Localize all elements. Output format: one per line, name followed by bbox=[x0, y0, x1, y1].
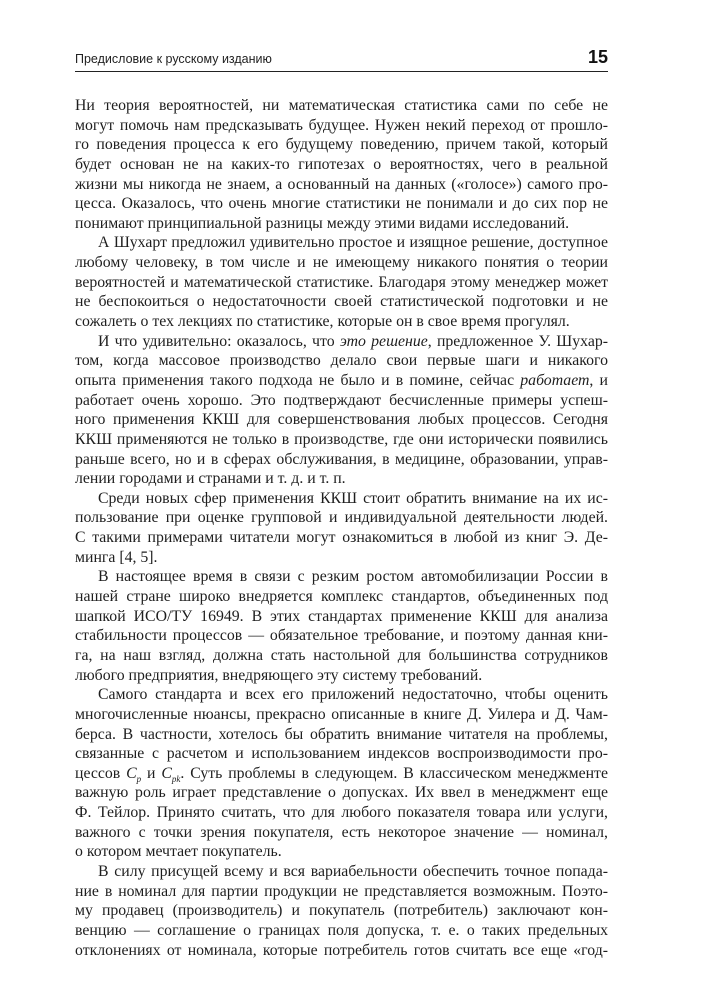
running-header bbox=[75, 45, 608, 72]
text-span: о котором мечтает покупатель. bbox=[75, 843, 282, 861]
text-span: И что удивительно: оказалось, что bbox=[98, 332, 340, 350]
text-span: важную роль играет представление о допусках. Их ввел в менеджмент еще bbox=[75, 784, 608, 802]
text-span: могут помочь нам предсказывать будущее. Нужен некий переход от прошло- bbox=[75, 116, 608, 134]
text-span: . Суть проблемы в следующем. В классическом менеджменте bbox=[180, 764, 608, 782]
text-span: венцию — соглашение о границах поля допуска, т. е. о таких предельных bbox=[75, 921, 608, 939]
text-span: шапкой ИСО/ТУ 16949. В этих стандартах применение ККШ для анализа bbox=[75, 607, 608, 625]
paragraph bbox=[75, 96, 608, 233]
text-line bbox=[75, 155, 608, 175]
text-line bbox=[75, 312, 608, 332]
text-line bbox=[75, 725, 608, 745]
text-line bbox=[75, 430, 608, 450]
text-line bbox=[75, 410, 608, 430]
text-span: том, когда массовое производство делало свои первые шаги и никакого bbox=[75, 352, 608, 370]
text-span: стабильности процессов — обязательное требование, и поэтому данная кни- bbox=[75, 627, 608, 645]
text-span: отклонениях от номинала, которые потребитель готов считать все еще «год- bbox=[75, 941, 608, 959]
text-line bbox=[75, 391, 608, 411]
text-span: го поведения процесса к его будущему поведению, причем такой, который bbox=[75, 136, 608, 154]
text-line bbox=[75, 803, 608, 823]
text-span: минга [4, 5]. bbox=[75, 548, 158, 566]
text-line bbox=[75, 607, 608, 627]
text-line bbox=[75, 489, 608, 509]
text-line bbox=[75, 450, 608, 470]
text-line bbox=[75, 214, 608, 234]
text-span: любого предприятия, внедряющего эту систему требований. bbox=[75, 666, 483, 684]
text-span: будет основан не на каких-то гипотезах о вероятностях, чего в реальной bbox=[75, 155, 608, 173]
text-span: Самого стандарта и всех его приложений недостаточно, чтобы оценить bbox=[98, 686, 608, 704]
text-line bbox=[75, 862, 608, 882]
paragraph bbox=[75, 685, 608, 862]
text-span: В силу присущей всему и вся вариабельности обеспечить точное попада- bbox=[98, 862, 608, 880]
paragraph bbox=[75, 567, 608, 685]
text-line bbox=[75, 941, 608, 961]
text-line bbox=[75, 548, 608, 568]
text-span: связанные с расчетом и использованием индексов воспроизводимости про- bbox=[75, 745, 608, 763]
text-span: важного с точки зрения покупателя, есть некоторое значение — номинал, bbox=[75, 823, 608, 841]
paragraph bbox=[75, 862, 608, 960]
text-line bbox=[75, 842, 608, 862]
text-line bbox=[75, 528, 608, 548]
text-span: ного применения ККШ для совершенствования любых процессов. Сегодня bbox=[75, 411, 608, 429]
text-line bbox=[75, 823, 608, 843]
text-line bbox=[75, 175, 608, 195]
text-line bbox=[75, 587, 608, 607]
text-line bbox=[75, 685, 608, 705]
text-line bbox=[75, 921, 608, 941]
text-line bbox=[75, 626, 608, 646]
text-line bbox=[75, 646, 608, 666]
text-span: опыта применения такого подхода не было и в помине, сейчас bbox=[75, 371, 521, 389]
text-line bbox=[75, 96, 608, 116]
text-span: любому человеку, в том числе и не имеющему никакого понятия о теории bbox=[75, 254, 608, 272]
text-span: цесса. Оказалось, что очень многие статистики не понимали и до сих пор не bbox=[75, 195, 608, 213]
running-title: Предисловие к русскому изданию bbox=[75, 52, 272, 66]
text-span: не беспокоиться о недостаточности своей статистической подготовки и не bbox=[75, 293, 608, 311]
text-line bbox=[75, 567, 608, 587]
text-line bbox=[75, 666, 608, 686]
text-line bbox=[75, 351, 608, 371]
text-span: вероятностей и математической статистике. Благодаря этому менеджер может bbox=[75, 273, 608, 291]
text-span: , предложенное У. Шухар- bbox=[427, 332, 608, 350]
text-span: сожалеть о тех лекциях по статистике, которые он в свое время прогулял. bbox=[75, 313, 570, 331]
text-span: лении городами и странами и т. д. и т. п. bbox=[75, 470, 346, 488]
text-span: жизни мы никогда не знаем, а основанный на данных («голосе») самого про- bbox=[75, 175, 608, 193]
text-line bbox=[75, 194, 608, 214]
italic-text: $C_p$ bbox=[126, 764, 142, 784]
text-span: Ф. Тейлор. Принято считать, что для любого показателя товара или услуги, bbox=[75, 804, 608, 822]
text-line bbox=[75, 882, 608, 902]
text-span: Среди новых сфер применения ККШ стоит обратить внимание на их ис- bbox=[98, 489, 608, 507]
text-span: С такими примерами читатели могут ознакомиться в любой из книг Э. Де- bbox=[75, 529, 608, 547]
text-span: му продавец (производитель) и покупатель (потребитель) заключают кон- bbox=[75, 902, 608, 920]
text-span: ние в номинал для партии продукции не представляется возможным. Поэто- bbox=[75, 882, 608, 900]
text-span: и bbox=[141, 764, 162, 782]
paragraph bbox=[75, 332, 608, 489]
text-span: понимают принципиальной разницы между этими видами исследований. bbox=[75, 214, 570, 232]
italic-text: это решение bbox=[339, 332, 428, 350]
paragraph bbox=[75, 233, 608, 331]
italic-text: $C_{pk}$ bbox=[161, 764, 181, 784]
text-line bbox=[75, 783, 608, 803]
text-line bbox=[75, 901, 608, 921]
text-span: га, на наш взгляд, должна стать настольной для большинства сотрудников bbox=[75, 646, 608, 664]
text-span: работает очень хорошо. Это подтверждают бесчисленные примеры успеш- bbox=[75, 391, 608, 409]
paragraph bbox=[75, 489, 608, 568]
subscript: p bbox=[136, 773, 142, 784]
text-line bbox=[75, 253, 608, 273]
italic-text: работает bbox=[520, 371, 590, 389]
text-span: раньше всего, но и в сферах обслуживания, в медицине, образовании, управ- bbox=[75, 450, 608, 468]
text-span: берса. В частности, хотелось бы обратить внимание читателя на проблемы, bbox=[75, 725, 608, 743]
text-line bbox=[75, 508, 608, 528]
text-span: многочисленные нюансы, прекрасно описанные в книге Д. Уилера и Д. Чам- bbox=[75, 705, 608, 723]
text-span: пользование при оценке групповой и индивидуальной деятельности людей. bbox=[75, 509, 608, 527]
text-line bbox=[75, 292, 608, 312]
text-span: нашей стране широко внедряется комплекс стандартов, объединенных под bbox=[75, 588, 608, 606]
text-line bbox=[75, 135, 608, 155]
text-line bbox=[75, 764, 608, 784]
page-number: 15 bbox=[587, 47, 608, 67]
text-line bbox=[75, 705, 608, 725]
text-span: ККШ применяются не только в производстве, где они исторически появились bbox=[75, 430, 608, 448]
text-line bbox=[75, 469, 608, 489]
text-span: В настоящее время в связи с резким ростом автомобилизации России в bbox=[98, 568, 608, 586]
text-line bbox=[75, 332, 608, 352]
text-line bbox=[75, 371, 608, 391]
text-line bbox=[75, 273, 608, 293]
subscript: pk bbox=[171, 773, 181, 784]
text-span: цессов bbox=[75, 764, 127, 782]
text-line bbox=[75, 233, 608, 253]
text-line bbox=[75, 744, 608, 764]
body-text bbox=[75, 96, 608, 960]
text-span: , и bbox=[589, 371, 609, 389]
text-span: Ни теория вероятностей, ни математическая статистика сами по себе не bbox=[75, 97, 608, 114]
text-line bbox=[75, 116, 608, 136]
text-span: А Шухарт предложил удивительно простое и изящное решение, доступное bbox=[98, 234, 608, 252]
